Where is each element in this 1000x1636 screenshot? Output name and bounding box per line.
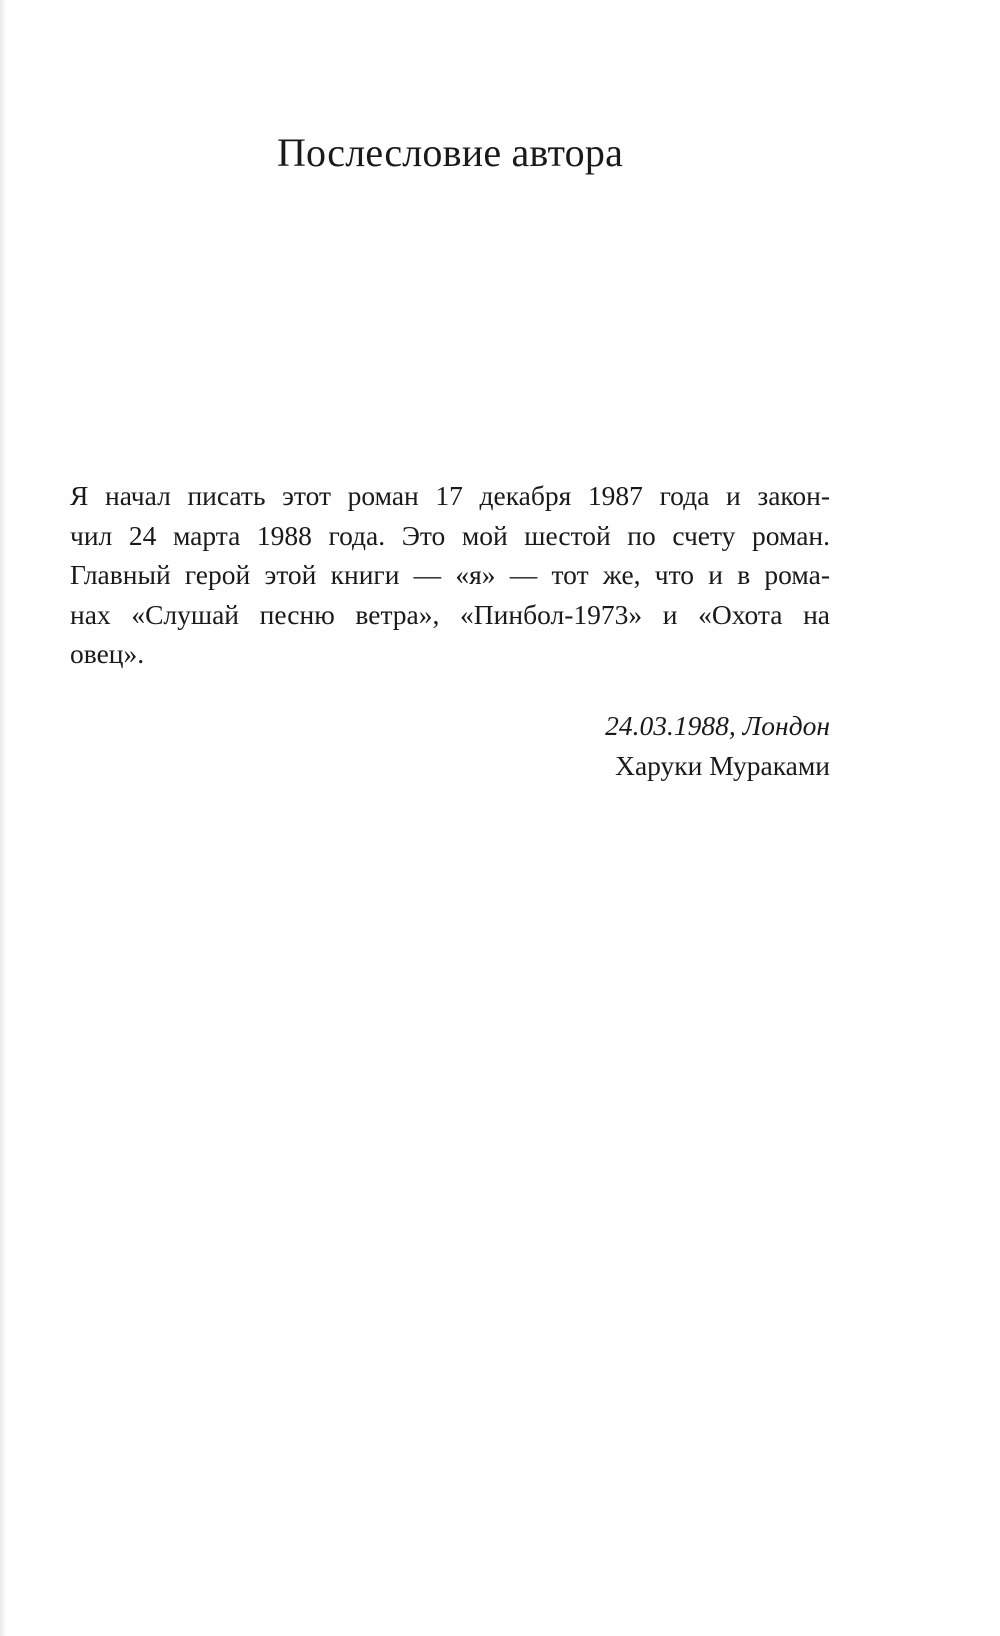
- page-edge-shadow: [0, 0, 6, 1636]
- signature-block: [605, 706, 830, 785]
- paragraph-line: Я начал писать этот роман 17 декабря 1987 года и закон-: [70, 480, 830, 511]
- paragraph-line: Главный герой этой книги — «я» — тот же, что и в рома-: [70, 559, 830, 590]
- paragraph-line: овец».: [70, 638, 145, 669]
- signature-author: Харуки Мураками: [615, 749, 830, 781]
- paragraph-line: чил 24 марта 1988 года. Это мой шестой по счету роман.: [70, 519, 830, 551]
- chapter-title: Послесловие автора: [276, 130, 624, 175]
- paragraph-line: нах «Слушай песню ветра», «Пинбол-1973» и «Охота на: [70, 598, 830, 630]
- signature-date-place: 24.03.1988, Лондон: [605, 710, 830, 741]
- body-paragraph: [70, 476, 830, 674]
